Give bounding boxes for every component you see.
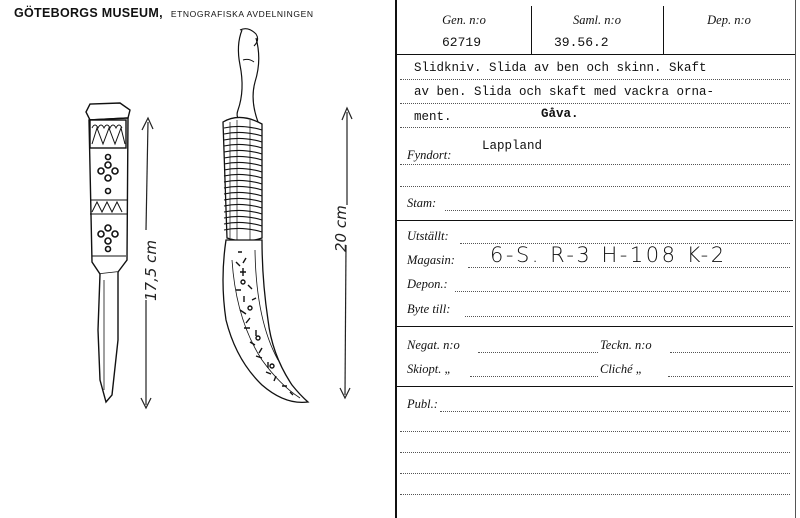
rule: [400, 431, 790, 432]
section-divider: [395, 220, 793, 221]
dimension-arrow-sheath: [340, 108, 352, 398]
section-divider: [395, 326, 793, 327]
saml-label: Saml. n:o: [573, 13, 621, 27]
dimension-label-sheath: 20 cm: [332, 205, 350, 252]
rule: [400, 79, 790, 80]
gen-label: Gen. n:o: [442, 13, 486, 27]
fyndort-value: Lappland: [482, 139, 543, 153]
rule: [668, 376, 790, 377]
rule: [400, 103, 790, 104]
negat-label: Negat. n:o: [407, 338, 460, 352]
gen-value: 62719: [442, 35, 482, 50]
dep-label: Dep. n:o: [707, 13, 751, 27]
rule: [470, 376, 598, 377]
dep-cell: [663, 6, 795, 54]
rule: [670, 352, 790, 353]
department-name: ETNOGRAFISKA AVDELNINGEN: [170, 9, 314, 19]
rule: [465, 316, 790, 317]
description-line: Slidkniv. Slida av ben och skinn. Skaft: [414, 61, 707, 75]
saml-cell: [531, 6, 663, 54]
magasin-label: Magasin:: [407, 253, 455, 267]
rule: [440, 411, 790, 412]
rule: [468, 267, 790, 268]
publ-label: Publ.:: [407, 397, 438, 411]
rule: [400, 186, 790, 187]
magasin-value: 6-S. R-3 H-108 K-2: [490, 243, 727, 267]
dimension-label-knife: 17,5 cm: [142, 239, 160, 301]
utstallt-label: Utställt:: [407, 229, 449, 243]
rule: [445, 210, 790, 211]
saml-value: 39.56.2: [554, 35, 609, 50]
museum-header: [14, 4, 314, 22]
rule: [400, 494, 790, 495]
section-divider: [395, 386, 793, 387]
rule: [400, 473, 790, 474]
byte-label: Byte till:: [407, 302, 451, 316]
knife-illustration: [86, 103, 130, 402]
cliche-label: Cliché „: [600, 362, 643, 376]
skiopt-label: Skiopt. „: [407, 362, 452, 376]
stam-label: Stam:: [407, 196, 437, 210]
rule: [400, 452, 790, 453]
teckn-label: Teckn. n:o: [600, 338, 652, 352]
rule: [400, 164, 790, 165]
rule: [478, 352, 598, 353]
rule: [455, 291, 790, 292]
rule: [400, 127, 790, 128]
gen-cell: [397, 6, 531, 54]
sheath-illustration: [223, 29, 308, 403]
depon-label: Depon.:: [407, 277, 448, 291]
fyndort-label: Fyndort:: [407, 148, 452, 162]
gift-note: Gåva.: [541, 107, 579, 121]
museum-name: GÖTEBORGS MUSEUM,: [14, 6, 163, 20]
description-line: av ben. Slida och skaft med vackra orna-: [414, 85, 715, 99]
description-line: ment.: [414, 110, 452, 124]
